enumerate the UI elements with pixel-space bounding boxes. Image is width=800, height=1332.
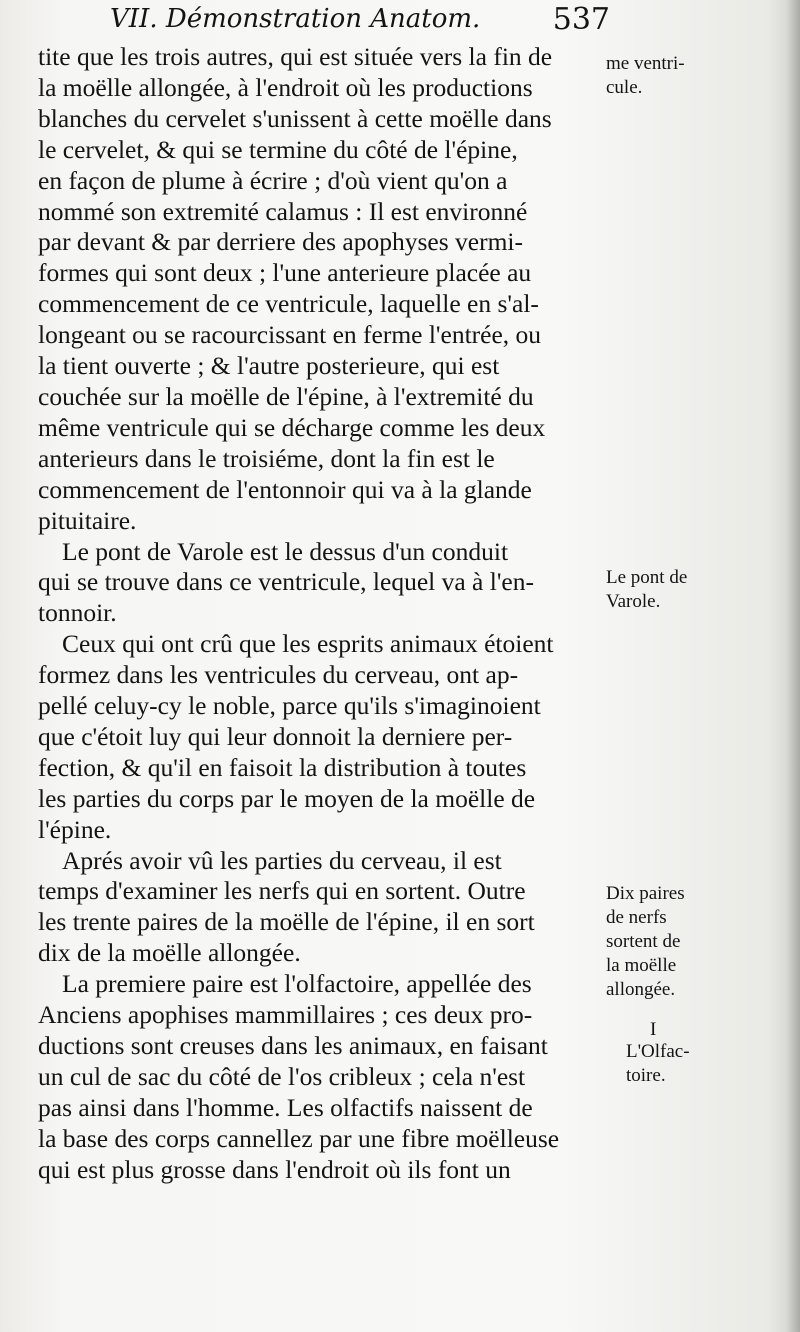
paragraph-start-line: Le pont de Varole est le dessus d'un conduit (62, 536, 509, 566)
margin-note-olfactoire: L'Olfac- toire. (626, 1041, 690, 1086)
text-line: l'épine. (38, 814, 112, 844)
margin-note-dix-paires: Dix paires de nerfs sortent de la moëlle allongée. (606, 883, 685, 1000)
paragraph-start-line: La premiere paire est l'olfactoire, appellée des (62, 969, 532, 999)
text-line: formes qui sont deux ; l'une anterieure placée au (38, 258, 532, 288)
text-line: la base des corps cannellez par une fibre moëlleuse (38, 1123, 560, 1153)
text-line: que c'étoit luy qui leur donnoit la derniere per- (38, 721, 513, 751)
text-line: tonnoir. (38, 598, 117, 628)
text-line: tite que les trois autres, qui est située vers la fin de (38, 42, 553, 71)
text-line: qui se trouve dans ce ventricule, lequel va à l'en- (38, 567, 534, 597)
text-line: Anciens apophises mammillaires ; ces deux pro- (38, 1000, 533, 1030)
margin-note-ventricule: me ventri- cule. (606, 53, 685, 98)
text-line: le cervelet, & qui se termine du côté de l'épine, (38, 134, 518, 164)
text-line: qui est plus grosse dans l'endroit où ils font un (38, 1154, 511, 1184)
margin-note-number: I (650, 1019, 657, 1040)
margin-note-pont-de-varole: Le pont de Varole. (606, 567, 688, 612)
body-text (38, 42, 604, 1186)
text-line: même ventricule qui se décharge comme les deux (38, 412, 546, 442)
running-title: VII. Démonstration Anatom. (110, 4, 481, 34)
text-line: ductions sont creuses dans les animaux, en faisant (38, 1031, 548, 1060)
paragraph-start-line: Ceux qui ont crû que les esprits animaux étoient (62, 629, 554, 659)
page-edge-shadow (786, 0, 800, 1332)
text-line: les parties du corps par le moyen de la moëlle de (38, 783, 536, 813)
text-line: commencement de l'entonnoir qui va à la glande (38, 474, 532, 504)
text-line: un cul de sac du côté de l'os cribleux ; cela n'est (38, 1061, 526, 1091)
text-line: dix de la moëlle allongée. (38, 938, 301, 968)
text-line: blanches du cervelet s'unissent à cette moëlle dans (38, 103, 552, 133)
text-line: en façon de plume à écrire ; d'où vient qu'on a (38, 165, 508, 195)
text-line: la tient ouverte ; & l'autre posterieure, qui est (38, 351, 500, 381)
text-line: la moëlle allongée, à l'endroit où les productions (38, 72, 533, 102)
text-line: les trente paires de la moëlle de l'épine, il en sort (38, 907, 535, 937)
page-number: 537 (552, 2, 610, 37)
text-line: anterieurs dans le troisiéme, dont la fin est le (38, 443, 495, 473)
text-line: fection, & qu'il en faisoit la distribution à toutes (38, 752, 527, 782)
text-line: commencement de ce ventricule, laquelle en s'al- (38, 289, 539, 319)
text-line: longeant ou se racourcissant en ferme l'entrée, ou (38, 320, 542, 350)
text-line: nommé son extremité calamus : Il est environné (38, 196, 528, 226)
text-line: couchée sur la moëlle de l'épine, à l'extremité du (38, 381, 534, 411)
text-line: pellé celuy-cy le noble, parce qu'ils s'imaginoient (38, 691, 541, 721)
page-header (110, 2, 610, 42)
text-line: temps d'examiner les nerfs qui en sortent. Outre (38, 876, 526, 906)
text-line: formez dans les ventricules du cerveau, ont ap- (38, 660, 519, 690)
text-line: pas ainsi dans l'homme. Les olfactifs naissent de (38, 1092, 533, 1122)
paragraph-start-line: Aprés avoir vû les parties du cerveau, il est (62, 845, 502, 875)
text-line: par devant & par derriere des apophyses vermi- (38, 227, 524, 257)
text-line: pituitaire. (38, 505, 137, 535)
